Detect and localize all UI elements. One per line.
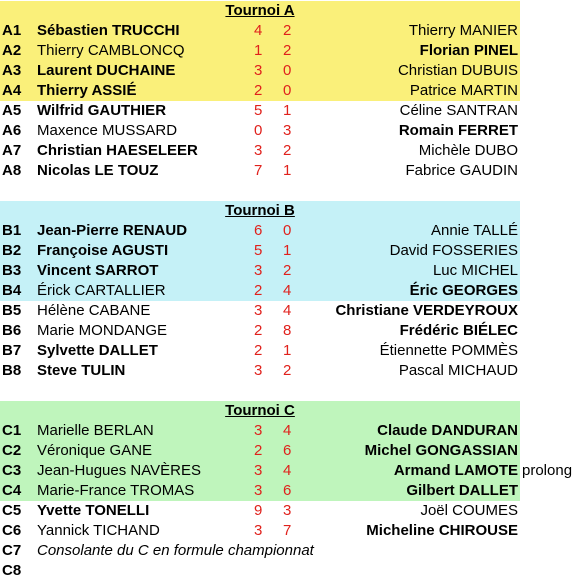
score-one: 2	[254, 82, 263, 99]
score-one: 5	[254, 102, 263, 119]
score-two: 1	[283, 342, 292, 359]
match-row	[0, 561, 580, 581]
match-row	[0, 481, 580, 501]
match-code: A4	[2, 82, 22, 99]
score-two: 2	[283, 262, 292, 279]
player-one: Vincent SARROT	[37, 262, 159, 279]
match-row	[0, 461, 580, 481]
match-code: A2	[2, 42, 22, 59]
score-one: 3	[254, 422, 263, 439]
score-one: 2	[254, 322, 263, 339]
player-two: Florian PINEL	[419, 42, 518, 59]
match-code: C1	[2, 422, 22, 439]
player-two: Romain FERRET	[398, 122, 518, 139]
match-row	[0, 161, 580, 181]
player-two: Fabrice GAUDIN	[405, 162, 518, 179]
score-two: 0	[283, 222, 292, 239]
match-code: C7	[2, 542, 22, 559]
match-row	[0, 261, 580, 281]
match-row	[0, 281, 580, 301]
player-two: Gilbert DALLET	[406, 482, 518, 499]
player-two: Étiennette POMMÈS	[379, 342, 518, 359]
player-two: David FOSSERIES	[389, 242, 518, 259]
score-one: 1	[254, 42, 263, 59]
player-one: Françoise AGUSTI	[37, 242, 169, 259]
score-two: 3	[283, 122, 292, 139]
score-one: 0	[254, 122, 263, 139]
match-note: prolong	[522, 462, 573, 479]
player-two: Christiane VERDEYROUX	[335, 302, 518, 319]
score-two: 1	[283, 102, 292, 119]
match-row	[0, 361, 580, 381]
match-row	[0, 321, 580, 341]
player-one: Jean-Pierre RENAUD	[37, 222, 188, 239]
score-two: 2	[283, 362, 292, 379]
match-row	[0, 121, 580, 141]
score-one: 3	[254, 362, 263, 379]
player-one: Christian HAESELEER	[37, 142, 198, 159]
player-one: Maxence MUSSARD	[37, 122, 178, 139]
player-one: Marielle BERLAN	[37, 422, 154, 439]
match-code: B4	[2, 282, 22, 299]
score-two: 7	[283, 522, 292, 539]
match-row	[0, 341, 580, 361]
player-one: Marie MONDANGE	[37, 322, 168, 339]
match-row	[0, 81, 580, 101]
match-code: A1	[2, 22, 22, 39]
score-one: 9	[254, 502, 263, 519]
player-two: Armand LAMOTE	[393, 462, 518, 479]
match-code: B3	[2, 262, 22, 279]
score-one: 6	[254, 222, 263, 239]
score-two: 3	[283, 502, 292, 519]
match-row	[0, 221, 580, 241]
score-one: 5	[254, 242, 263, 259]
player-two: Claude DANDURAN	[377, 422, 518, 439]
player-two: Patrice MARTIN	[409, 82, 518, 99]
player-one: Érick CARTALLIER	[37, 282, 166, 299]
score-two: 2	[283, 42, 292, 59]
score-two: 1	[283, 162, 292, 179]
match-row	[0, 101, 580, 121]
player-two: Micheline CHIROUSE	[366, 522, 518, 539]
match-row	[0, 241, 580, 261]
score-two: 6	[283, 482, 292, 499]
player-two: Thierry MANIER	[408, 22, 518, 39]
score-one: 3	[254, 462, 263, 479]
tournament-title: Tournoi C	[225, 402, 295, 419]
player-two: Éric GEORGES	[409, 282, 518, 299]
tournament-title: Tournoi A	[225, 2, 295, 19]
score-two: 4	[283, 302, 292, 319]
score-one: 3	[254, 522, 263, 539]
score-one: 4	[254, 22, 263, 39]
match-code: C5	[2, 502, 22, 519]
player-one: Laurent DUCHAINE	[37, 62, 176, 79]
player-one: Wilfrid GAUTHIER	[37, 102, 167, 119]
match-code: A3	[2, 62, 22, 79]
player-two: Joël COUMES	[420, 502, 518, 519]
match-code: A6	[2, 122, 22, 139]
score-one: 2	[254, 442, 263, 459]
match-code: B5	[2, 302, 22, 319]
match-row	[0, 21, 580, 41]
player-one: Jean-Hugues NAVÈRES	[37, 462, 201, 479]
score-two: 4	[283, 282, 292, 299]
score-one: 3	[254, 482, 263, 499]
player-one: Yvette TONELLI	[37, 502, 150, 519]
score-one: 3	[254, 62, 263, 79]
match-code: B1	[2, 222, 22, 239]
match-row	[0, 521, 580, 541]
score-one: 2	[254, 342, 263, 359]
score-two: 0	[283, 82, 292, 99]
match-code: B2	[2, 242, 22, 259]
score-one: 3	[254, 142, 263, 159]
match-code: B8	[2, 362, 22, 379]
player-one: Consolante du C en formule championnat	[37, 542, 314, 559]
player-two: Céline SANTRAN	[399, 102, 518, 119]
player-one: Thierry CAMBLONCQ	[37, 42, 185, 59]
match-code: C4	[2, 482, 22, 499]
score-two: 4	[283, 422, 292, 439]
score-two: 1	[283, 242, 292, 259]
player-one: Hélène CABANE	[37, 302, 151, 319]
match-row	[0, 501, 580, 521]
match-row	[0, 421, 580, 441]
match-row	[0, 441, 580, 461]
player-two: Christian DUBUIS	[397, 62, 518, 79]
player-one: Nicolas LE TOUZ	[37, 162, 159, 179]
match-row	[0, 41, 580, 61]
match-code: C2	[2, 442, 22, 459]
score-one: 3	[254, 262, 263, 279]
match-code: C3	[2, 462, 22, 479]
player-two: Pascal MICHAUD	[398, 362, 518, 379]
match-row	[0, 61, 580, 81]
score-two: 2	[283, 142, 292, 159]
player-two: Michel GONGASSIAN	[364, 442, 518, 459]
match-code: C6	[2, 522, 22, 539]
match-code: A8	[2, 162, 22, 179]
score-one: 3	[254, 302, 263, 319]
score-two: 6	[283, 442, 292, 459]
player-one: Sylvette DALLET	[37, 342, 158, 359]
player-one: Marie-France TROMAS	[37, 482, 195, 499]
player-one: Sébastien TRUCCHI	[37, 22, 180, 39]
player-one: Thierry ASSIÉ	[37, 82, 137, 99]
tournament-title: Tournoi B	[225, 202, 295, 219]
score-two: 2	[283, 22, 292, 39]
match-code: A7	[2, 142, 22, 159]
row-background	[0, 561, 520, 581]
match-row	[0, 301, 580, 321]
player-two: Annie TALLÉ	[430, 222, 518, 239]
player-one: Yannick TICHAND	[37, 522, 160, 539]
player-one: Steve TULIN	[37, 362, 126, 379]
score-two: 4	[283, 462, 292, 479]
score-two: 0	[283, 62, 292, 79]
player-two: Luc MICHEL	[432, 262, 518, 279]
score-two: 8	[283, 322, 292, 339]
score-one: 2	[254, 282, 263, 299]
match-code: C8	[2, 562, 22, 579]
score-one: 7	[254, 162, 263, 179]
match-row	[0, 141, 580, 161]
match-code: B6	[2, 322, 22, 339]
match-code: B7	[2, 342, 22, 359]
player-two: Michèle DUBO	[418, 142, 518, 159]
match-row	[0, 541, 580, 561]
player-one: Véronique GANE	[37, 442, 153, 459]
player-two: Frédéric BIÉLEC	[399, 322, 518, 339]
match-code: A5	[2, 102, 22, 119]
